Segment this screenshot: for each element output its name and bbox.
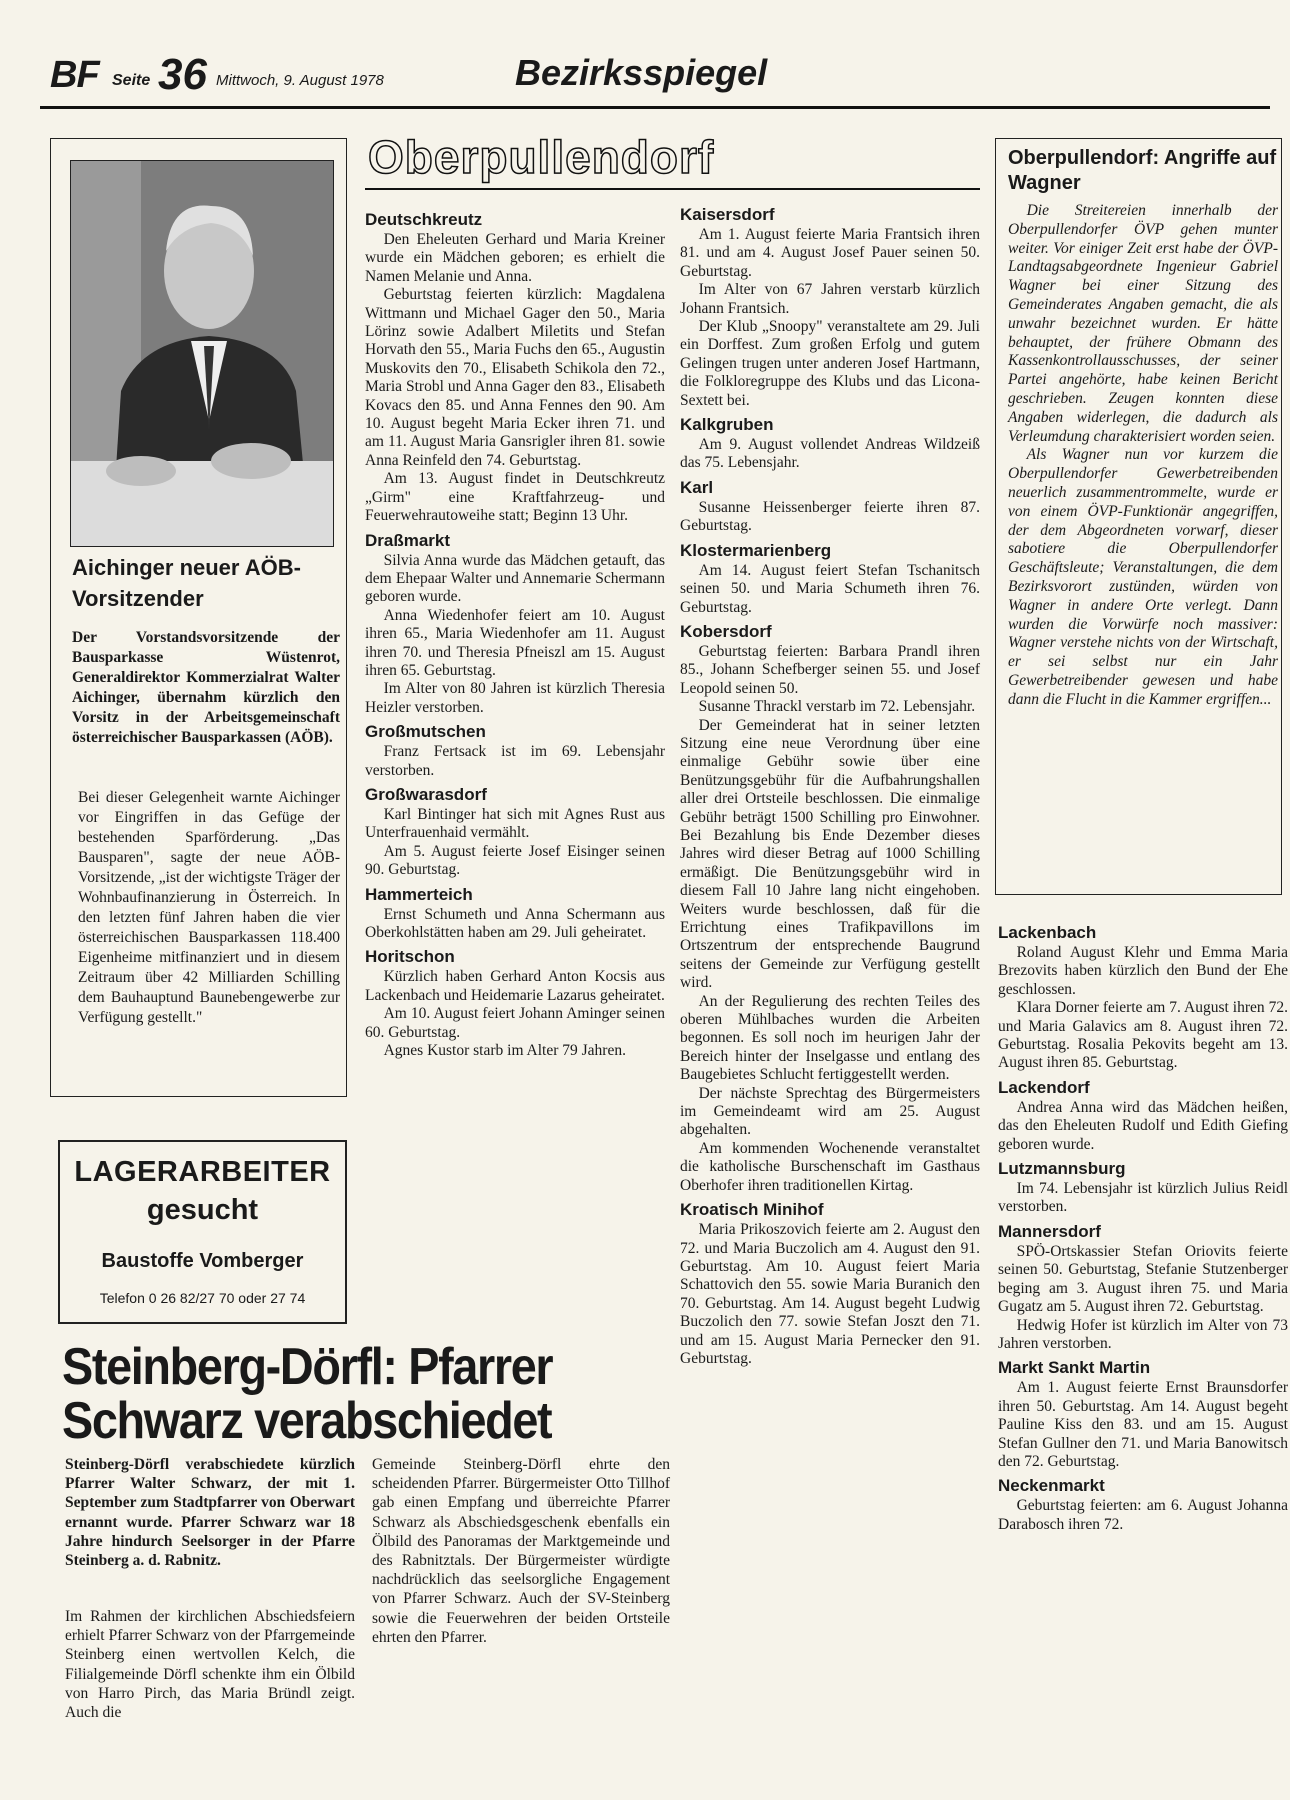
locality-heading: Deutschkreutz	[365, 210, 483, 229]
news-paragraph: Karl Bintinger hat sich mit Agnes Rust aus Unterfrauenhaid vermählt.	[365, 805, 665, 842]
wagner-paragraph: Als Wagner nun vor kurzem die Oberpullendorfer Gewerbetreibenden neuerlich zusammentrommelte, wurde er von einem ÖVP-Funktionär angegriffen, der dem Abgeordneten vorwarf, dieser sabotiere die Oberpullendorfer Geschäftsleute; Veranstaltungen, die dem Bezirksvorort zustünden, würden von Wagner in andere Orte verlegt. Dann wurden die Vorwürfe noch massiver: Wagner verstehe nichts von der Wirtschaft, er sei selbst nur ein Jahr Gewerbetreibender gewesen und habe dann die Flucht in die Kammer ergriffen...	[1008, 446, 1278, 708]
page-label: Seite	[112, 72, 151, 89]
news-paragraph: Kürzlich haben Gerhard Anton Kocsis aus Lackenbach und Heidemarie Lazarus geheiratet.	[365, 968, 665, 1004]
locality-heading: Kobersdorf	[680, 621, 772, 641]
steinberg-body-1: Im Rahmen der kirchlichen Abschiedsfeiern erhielt Pfarrer Schwarz von der Pfarrgemeinde Steinberg einen wertvollen Kelch, die Filialgemeinde Dörfl schenkte ihm ein Ölbild von Harro Pirch, das Maria Bründl zeigt. Auch die	[65, 1608, 355, 1722]
locality-heading: Großwarasdorf	[365, 784, 487, 804]
locality-heading: Kroatisch Minihof	[680, 1200, 824, 1220]
locality-heading: Hammerteich	[365, 884, 473, 904]
news-paragraph: Geburtstag feierten: Barbara Prandl ihren 85., Johann Schefberger seinen 55. und Josef Leopold seinen 50.	[680, 642, 980, 697]
locality-heading: Kalkgruben	[680, 415, 774, 435]
news-paragraph: Am 5. August feierte Josef Eisinger seinen 90. Geburtstag.	[365, 842, 665, 879]
news-paragraph: Der nächste Sprechtag des Bürgermeisters im Gemeindeamt wird am 25. August abgehalten.	[680, 1084, 980, 1139]
news-paragraph: An der Regulierung des rechten Teiles des oberen Mühlbaches wurden die Arbeiten begonnen. Es soll noch im heurigen Jahr der Bereich hinter der Inselgasse und entlang des Baugebietes Schlucht fertiggestellt werden.	[680, 992, 980, 1084]
news-paragraph: Der Klub „Snoopy" veranstaltete am 29. Juli ein Dorffest. Zum großen Erfolg und gutem Gelingen trugen unter anderen Josef Hartmann, die Folkloregruppe des Klubs und das Licona-Sextett bei.	[680, 318, 980, 409]
locality-heading: Karl	[680, 477, 714, 497]
aichinger-headline: Aichinger neuer AÖB-Vorsitzender	[72, 555, 301, 611]
news-paragraph: Klara Dorner feierte am 7. August ihren 72. und Maria Galavics am 8. August ihren 72. Geburtstag. Rosalia Pekovits begeht am 13. August ihren 85. Geburtstag.	[998, 999, 1288, 1072]
locality-heading: Mannersdorf	[998, 1221, 1101, 1241]
wagner-body	[1008, 202, 1278, 710]
district-title: Oberpullendorf	[368, 131, 715, 183]
news-paragraph: Geburtstag feierten: am 6. August Johanna Darabosch ihren 72.	[998, 1497, 1288, 1533]
wagner-headline: Oberpullendorf: Angriffe auf Wagner	[1008, 147, 1277, 194]
masthead	[40, 48, 1270, 110]
news-paragraph: Susanne Heissenberger feierte ihren 87. Geburtstag.	[680, 498, 980, 535]
news-paragraph: Ernst Schumeth und Anna Schermann aus Oberkohlstätten haben am 29. Juli geheiratet.	[365, 905, 665, 941]
column-b	[680, 200, 980, 1368]
news-paragraph: Maria Prikoszovich feierte am 2. August den 72. und Maria Buczolich am 4. August den 91. Geburtstag. Am 10. August feiert Maria Schattovich den 55. sowie Maria Buranich den 70. Geburtstag. Am 14. August begeht Ludwig Buczolich den 77. sowie Stefan Joszt den 71. und am 15. August Maria Pernecker den 91. Geburtstag.	[680, 1221, 980, 1367]
locality-heading: Lutzmannsburg	[998, 1159, 1126, 1179]
news-paragraph: Im Alter von 80 Jahren ist kürzlich Theresia Heizler verstorben.	[365, 680, 665, 716]
ad-company: Baustoffe Vomberger	[101, 1250, 304, 1272]
news-paragraph: Anna Wiedenhofer feiert am 10. August ihren 65., Maria Wiedenhofer am 11. August ihren 70. und Theresia Pfneiszl am 15. August ihren 65. Geburtstag.	[365, 606, 665, 679]
locality-heading: Klostermarienberg	[680, 540, 832, 560]
locality-heading: Lackendorf	[998, 1077, 1090, 1097]
news-paragraph: Am 14. August feiert Stefan Tschanitsch seinen 50. und Maria Schumeth ihren 76. Geburtstag.	[680, 561, 980, 616]
steinberg-body-2: Gemeinde Steinberg-Dörfl ehrte den scheidenden Pfarrer. Bürgermeister Otto Tillhof gab einen Empfang und überreichte Pfarrer Schwarz als Abschiedsgeschenk ebenfalls ein Ölbild des Panoramas der Marktgemeinde und des Rabnitztals. Der Bürgermeister würdigte nachdrücklich das seelsorgliche Engagement von Pfarrer Schwarz. Auch der SV-Steinberg sowie die Feuerwehren der beiden Ortsteile ehrten den Pfarrer.	[372, 1456, 670, 1646]
news-paragraph: Den Eheleuten Gerhard und Maria Kreiner wurde ein Mädchen geboren; es erhielt die Namen Melanie und Anna.	[365, 231, 665, 285]
aichinger-body: Bei dieser Gelegenheit warnte Aichinger vor Eingriffen in das Gefüge der bestehenden Sparförderung. „Das Bausparen", sagte der neue AÖB-Vorsitzende, „ist der wichtigste Träger der Wohnbaufinanzierung in Österreich. In den letzten fünf Jahren haben die vier österreichischen Bausparkassen 118.400 Eigenheime mitfinanziert und in diesem Zeitraum über 42 Milliarden Schilling dem Bauhauptund Baunebengewerbe zur Verfügung gestellt."	[78, 789, 340, 1026]
steinberg-lead: Steinberg-Dörfl verabschiedete kürzlich Pfarrer Walter Schwarz, der mit 1. September zum Stadtpfarrer von Oberwart ernannt wurde. Pfarrer Schwarz war 18 Jahre hindurch Seelsorger in der Pfarre Steinberg a. d. Rabnitz.	[65, 1456, 355, 1570]
section-title: Bezirksspiegel	[515, 52, 768, 93]
locality-heading: Neckenmarkt	[998, 1476, 1105, 1496]
news-paragraph: Am 1. August feierte Maria Frantsich ihren 81. und am 4. August Josef Pauer seinen 50. Geburtstag.	[680, 226, 980, 280]
aichinger-lead: Der Vorstandsvorsitzende der Bausparkasse Wüstenrot, Generaldirektor Kommerzialrat Walter Aichinger, übernahm kürzlich den Vorsitz in der Arbeitsgemeinschaft österreichischer Bausparkassen (AÖB).	[72, 629, 340, 746]
news-paragraph: Der Gemeinderat hat in seiner letzten Sitzung eine neue Verordnung über eine einmalige Gebühr sowie über eine Benützungsgebühr für die Aufbahrungshallen aller drei Ortsteile beschlossen. Die einmalige Gebühr beträgt 1500 Schilling pro Einwohner. Bei Bezahlung bis Ende Dezember dieses Jahres wird dieser Betrag auf 1000 Schilling ermäßigt. Die Benützungsgebühr wird in diesem Fall 10 Jahre lang nicht eingehoben. Weiters wurde beschlossen, daß für die Errichtung eines Trafikpavillons im Ortszentrum der entsprechende Baugrund seitens der Gemeinde zur Verfügung gestellt wird.	[680, 716, 980, 992]
steinberg-headline: Steinberg-Dörfl: Pfarrer Schwarz verabschiedet	[62, 1338, 553, 1450]
locality-heading: Großmutschen	[365, 722, 486, 742]
news-paragraph: Agnes Kustor starb im Alter 79 Jahren.	[383, 1042, 626, 1060]
locality-heading: Lackenbach	[998, 923, 1097, 942]
news-paragraph: Geburtstag feierten kürzlich: Magdalena Wittmann und Michael Gager den 50., Maria Lörinz sowie Adalbert Miletits und Stefan Horvath den 55., Maria Fuchs den 65., Augustin Muskovits den 70., Elisabeth Schikola den 72., Maria Strobl und Anna Gager den 83., Elisabeth Kovacs den 85. und Anna Fennes den 90. Am 10. August begeht Maria Ecker ihren 71. und am 11. August Maria Gansrigler ihren 81. sowie Anna Reinfeld den 74. Geburtstag.	[365, 286, 665, 469]
ad-phone: Telefon 0 26 82/27 70 oder 27 74	[99, 1290, 306, 1306]
news-paragraph: Am 13. August findet in Deutschkreutz „Girm" eine Kraftfahrzeug- und Feuerwehrautoweihe statt; Beginn 13 Uhr.	[365, 470, 665, 525]
issue-date: Mittwoch, 9. August 1978	[216, 72, 384, 89]
news-paragraph: Roland August Klehr und Emma Maria Brezovits haben kürzlich den Bund der Ehe geschlossen.	[998, 944, 1288, 998]
news-paragraph: Am 1. August feierte Ernst Braunsdorfer ihren 50. Geburtstag. Am 14. August begeht Pauline Kiss den 83. und am 15. August Stefan Gullner den 71. und Maria Banowitsch den 72. Geburtstag.	[998, 1379, 1288, 1470]
news-paragraph: Am kommenden Wochenende veranstaltet die katholische Burschenschaft im Gasthaus Oberhofer ihren traditionellen Kirtag.	[680, 1139, 980, 1194]
news-paragraph: Am 9. August vollendet Andreas Wildzeiß das 75. Lebensjahr.	[680, 436, 980, 472]
news-paragraph: Andrea Anna wird das Mädchen heißen, das den Eheleuten Rudolf und Edith Giefing geboren wurde.	[998, 1098, 1288, 1153]
column-c	[998, 918, 1288, 1534]
news-paragraph: Silvia Anna wurde das Mädchen getauft, das dem Ehepaar Walter und Annemarie Schermann geboren wurde.	[365, 551, 665, 606]
locality-heading: Draßmarkt	[365, 530, 451, 550]
ad-wanted: gesucht	[146, 1194, 259, 1226]
news-paragraph: Im Alter von 67 Jahren verstarb kürzlich Johann Frantsich.	[680, 281, 980, 317]
district-rule	[365, 188, 980, 190]
page-number: 36	[158, 50, 207, 99]
wagner-paragraph: Die Streitereien innerhalb der Oberpullendorfer ÖVP gehen munter weiter. Vor einiger Zeit erst habe der ÖVP-Landtagsabgeordnete Ingenieur Gabriel Wagner bei einer Sitzung des Gemeinderates Angaben gemacht, die als unwahr bezeichnet wurden. Er hätte behauptet, der frühere Obmann des Kassenkontrollausschusses, der seiner Partei angehörte, habe keinen Bericht geschrieben. Zeugen konnten diese Angaben widerlegen, die dadurch als Verleumdung charakterisiert worden seien.	[1008, 202, 1278, 445]
locality-heading: Markt Sankt Martin	[998, 1358, 1151, 1378]
news-paragraph: Im 74. Lebensjahr ist kürzlich Julius Reidl verstorben.	[998, 1180, 1288, 1216]
locality-heading: Horitschon	[365, 947, 455, 967]
news-paragraph: Hedwig Hofer ist kürzlich im Alter von 73 Jahren verstorben.	[998, 1316, 1288, 1352]
newspaper-logo: BF	[50, 54, 99, 96]
news-paragraph: SPÖ-Ortskassier Stefan Oriovits feierte seinen 50. Geburtstag, Stefanie Stutzenberger beging am 3. August ihren 75. und Maria Gugatz am 5. August ihren 72. Geburtstag.	[998, 1242, 1288, 1316]
locality-heading: Kaisersdorf	[680, 205, 775, 224]
masthead-rule	[40, 106, 1270, 109]
news-paragraph: Franz Fertsack ist im 69. Lebensjahr verstorben.	[365, 743, 665, 779]
job-advertisement	[58, 1140, 347, 1324]
column-a	[365, 205, 665, 1060]
news-paragraph: Am 10. August feiert Johann Aminger seinen 60. Geburtstag.	[365, 1005, 665, 1041]
ad-job-title: LAGERARBEITER	[74, 1156, 331, 1188]
news-paragraph: Susanne Thrackl verstarb im 72. Lebensjahr.	[698, 698, 976, 716]
portrait-photo	[70, 160, 334, 547]
